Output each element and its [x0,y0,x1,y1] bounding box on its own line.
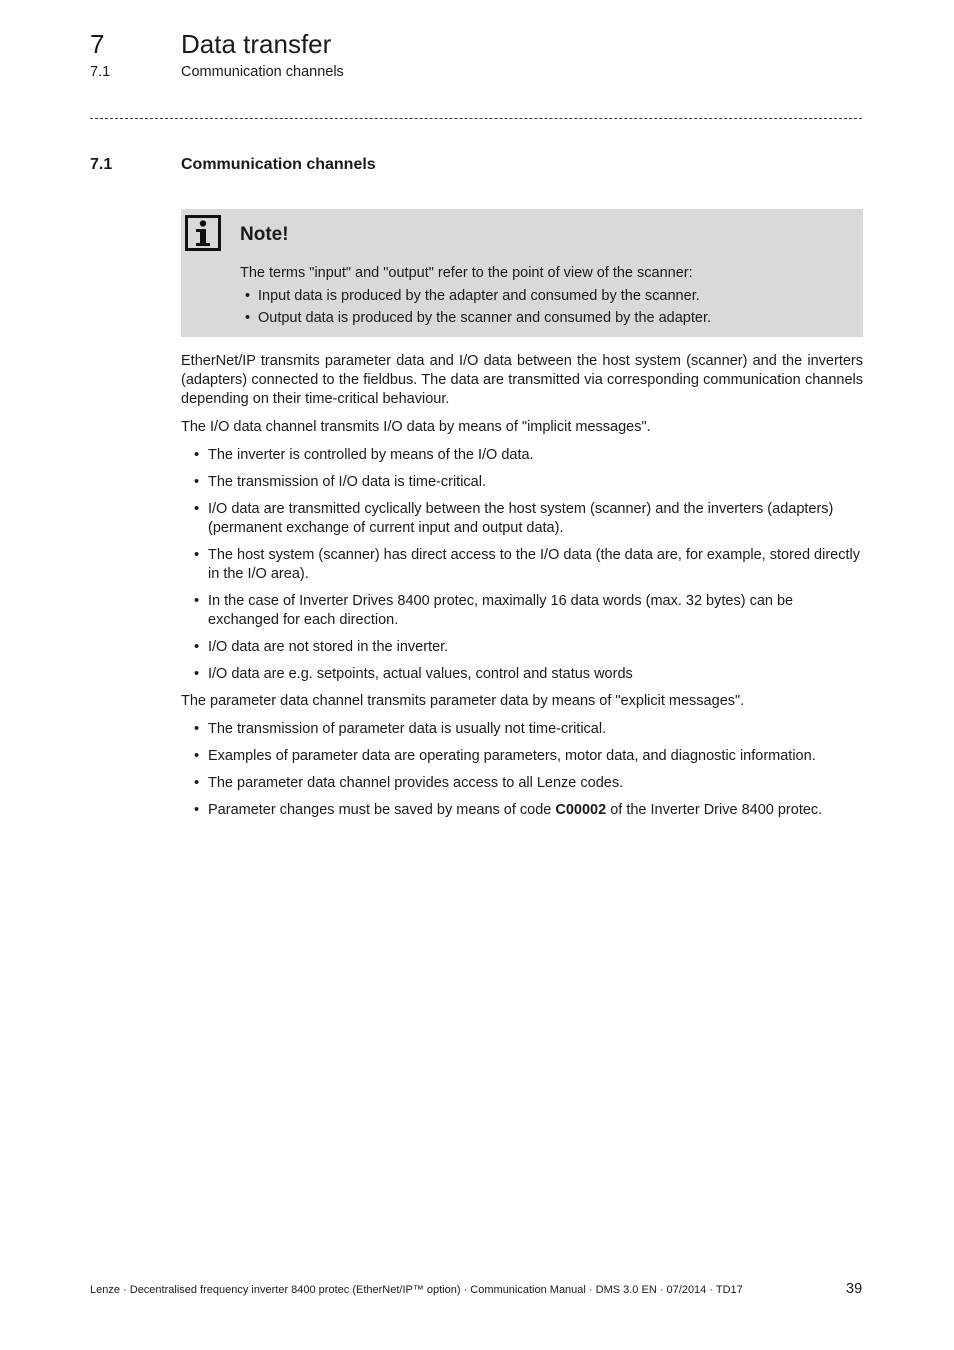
list-item: • In the case of Inverter Drives 8400 protec, maximally 16 data words (max. 32 bytes) can be exchanged for each direction. [181,592,863,630]
list-item-text: of the Inverter Drive 8400 protec. [606,802,823,818]
note-intro: The terms "input" and "output" refer to the point of view of the scanner: [240,265,693,281]
list-item: • The parameter data channel provides access to all Lenze codes. [181,774,863,793]
list-item: • Examples of parameter data are operating parameters, motor data, and diagnostic information. [181,747,863,766]
running-header-section-number: 7.1 [90,64,111,80]
io-channel-bullet-list [181,446,863,684]
chapter-number: 7 [90,29,105,59]
parameter-channel-paragraph: The parameter data channel transmits parameter data by means of "explicit messages". [181,693,745,709]
note-bullet: • Output data is produced by the scanner and consumed by the adapter. [240,307,711,329]
io-channel-paragraph: The I/O data channel transmits I/O data by means of "implicit messages". [181,419,651,435]
note-title: Note! [240,224,289,245]
parameter-channel-bullet-list [181,720,863,820]
intro-paragraph: EtherNet/IP transmits parameter data and I/O data between the host system (scanner) and the inverters (adapters) connected to the fieldbus. The data are transmitted via corresponding communication channels depending on their time-critical behaviour. [181,353,863,407]
note-bullet-list [240,285,711,329]
list-item: • The transmission of I/O data is time-critical. [181,473,863,492]
section-heading-title: Communication channels [181,156,376,173]
list-item: • The transmission of parameter data is usually not time-critical. [181,720,863,739]
list-item: • I/O data are transmitted cyclically between the host system (scanner) and the inverters (adapters) (permanent exchange of current input and output data). [181,500,863,538]
footer-text: Lenze · Decentralised frequency inverter 8400 protec (EtherNet/IP™ option) · Communication Manual · DMS 3.0 EN · 07/2014 · TD17 [90,1284,743,1296]
info-icon [185,215,221,251]
note-bullet: • Input data is produced by the adapter and consumed by the scanner. [240,285,711,307]
list-item-text: Parameter changes must be saved by means of code [208,802,556,818]
list-item: • I/O data are not stored in the inverter. [181,638,863,657]
section-heading-number: 7.1 [90,156,113,173]
chapter-title: Data transfer [181,29,332,59]
running-header-section-title: Communication channels [181,64,344,80]
list-item: • I/O data are e.g. setpoints, actual values, control and status words [181,665,863,684]
header-divider [90,118,862,119]
list-item: • The inverter is controlled by means of the I/O data. [181,446,863,465]
list-item: • The host system (scanner) has direct access to the I/O data (the data are, for example, stored directly in the I/O area). [181,546,863,584]
list-item [181,801,863,820]
note-box [181,209,863,337]
code-reference: C00002 [555,802,607,818]
body-content [181,352,863,828]
page-number: 39 [846,1281,863,1297]
